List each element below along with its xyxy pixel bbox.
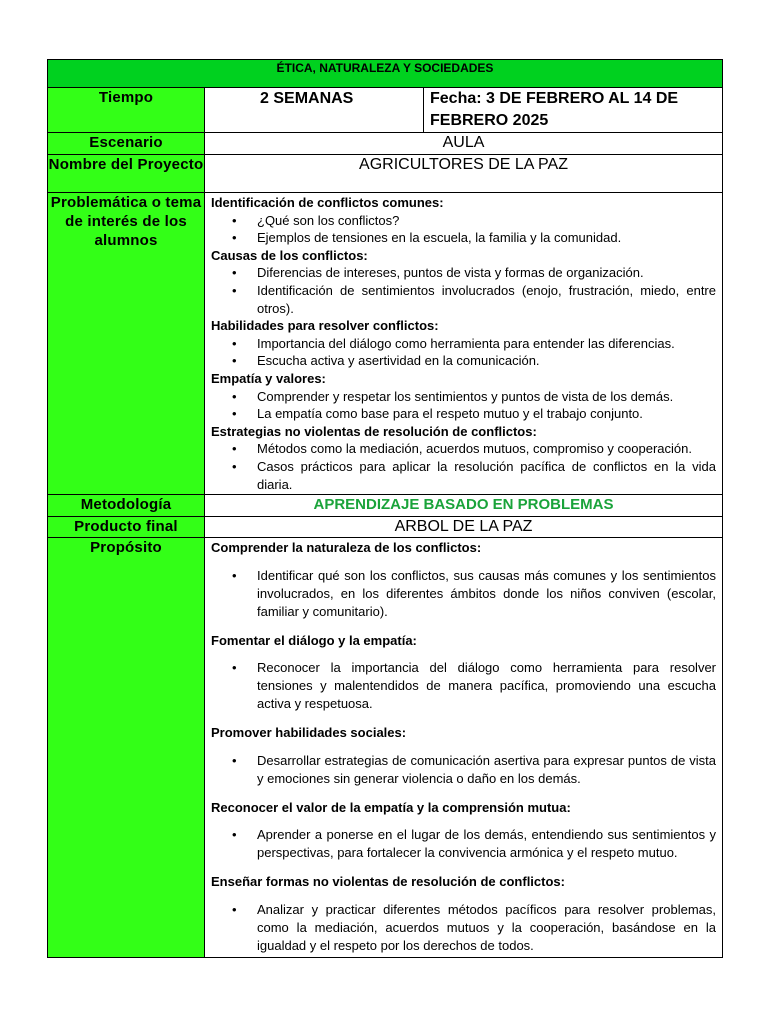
subject-title: ÉTICA, NATURALEZA Y SOCIEDADES — [48, 60, 723, 88]
bullet-list — [211, 659, 716, 713]
proyecto-row — [48, 155, 723, 193]
header-row — [48, 60, 723, 88]
list-item: • ¿Qué son los conflictos? — [257, 212, 716, 230]
proposito-label: Propósito — [48, 538, 205, 958]
proyecto-label: Nombre del Proyecto — [48, 155, 205, 193]
list-item: • Identificar qué son los conflictos, sus causas más comunes y los sentimientos involucrados, en los diferentes ámbitos donde los niños conviven (escolar, familiar y comunitario). — [257, 567, 716, 621]
proposito-section — [211, 873, 716, 955]
escenario-row — [48, 133, 723, 155]
section-heading: Fomentar el diálogo y la empatía: — [211, 632, 417, 648]
bullet-list — [211, 567, 716, 621]
list-item: • Reconocer la importancia del diálogo como herramienta para resolver tensiones y malentendidos de manera pacífica, promoviendo una escucha activa y respetuosa. — [257, 659, 716, 713]
planning-table — [47, 59, 723, 958]
tiempo-label: Tiempo — [48, 88, 205, 133]
list-item: • Aprender a ponerse en el lugar de los demás, entendiendo sus sentimientos y perspectivas, para fortalecer la convivencia armónica y el respeto mutuo. — [257, 826, 716, 862]
tiempo-value: 2 SEMANAS — [205, 88, 424, 133]
section-heading: Habilidades para resolver conflictos: — [211, 318, 439, 334]
section-heading: Identificación de conflictos comunes: — [211, 195, 444, 210]
escenario-label: Escenario — [48, 133, 205, 155]
problematica-section — [211, 194, 716, 247]
metodologia-value: APRENDIZAJE BASADO EN PROBLEMAS — [205, 495, 723, 517]
list-item: • Desarrollar estrategias de comunicación asertiva para expresar puntos de vista y emociones sin generar violencia o daño en los demás. — [257, 752, 716, 788]
bullet-list — [211, 264, 716, 317]
metodologia-label: Metodología — [48, 495, 205, 517]
proposito-row — [48, 538, 723, 958]
list-item: • Escucha activa y asertividad en la comunicación. — [257, 352, 716, 370]
producto-row — [48, 517, 723, 538]
bullet-list — [211, 901, 716, 955]
planning-sheet — [47, 59, 722, 958]
section-heading: Causas de los conflictos: — [211, 247, 368, 263]
bullet-list — [211, 826, 716, 862]
section-heading: Reconocer el valor de la empatía y la comprensión mutua: — [211, 799, 571, 815]
bullet-list — [211, 440, 716, 493]
producto-label: Producto final — [48, 517, 205, 538]
list-item: • Diferencias de intereses, puntos de vista y formas de organización. — [257, 264, 716, 282]
problematica-section — [211, 423, 716, 493]
escenario-value: AULA — [205, 133, 723, 155]
list-item: • Ejemplos de tensiones en la escuela, la familia y la comunidad. — [257, 229, 716, 247]
section-heading: Promover habilidades sociales: — [211, 725, 407, 741]
proposito-section — [211, 724, 716, 788]
list-item: • Métodos como la mediación, acuerdos mutuos, compromiso y cooperación. — [257, 440, 716, 458]
section-heading: Estrategias no violentas de resolución de conflictos: — [211, 423, 537, 439]
tiempo-row — [48, 88, 723, 133]
bullet-list — [211, 212, 716, 247]
problematica-section — [211, 317, 716, 370]
producto-value: ARBOL DE LA PAZ — [205, 517, 723, 538]
bullet-list — [211, 388, 716, 423]
problematica-section — [211, 370, 716, 423]
proyecto-value: AGRICULTORES DE LA PAZ — [205, 155, 723, 193]
problematica-label: Problemática o tema de interés de los alumnos — [48, 193, 205, 495]
section-heading: Empatía y valores: — [211, 370, 326, 386]
problematica-section — [211, 247, 716, 317]
section-heading: Comprender la naturaleza de los conflictos: — [211, 540, 482, 556]
problematica-row — [48, 193, 723, 495]
bullet-list — [211, 752, 716, 788]
proposito-section — [211, 539, 716, 621]
list-item: • Comprender y respetar los sentimientos y puntos de vista de los demás. — [257, 388, 716, 406]
list-item: • La empatía como base para el respeto mutuo y el trabajo conjunto. — [257, 405, 716, 423]
bullet-list — [211, 335, 716, 370]
problematica-content — [205, 193, 723, 495]
fecha-value: Fecha: 3 DE FEBRERO AL 14 DE FEBRERO 2025 — [424, 88, 723, 133]
list-item: • Analizar y practicar diferentes métodos pacíficos para resolver problemas, como la mediación, acuerdos mutuos y la cooperación, basándose en la igualdad y el respeto por los derechos de todos. — [257, 901, 716, 955]
list-item: • Identificación de sentimientos involucrados (enojo, frustración, miedo, entre otros). — [257, 282, 716, 317]
proposito-section — [211, 799, 716, 863]
list-item: • Importancia del diálogo como herramienta para entender las diferencias. — [257, 335, 716, 353]
section-heading: Enseñar formas no violentas de resolución de conflictos: — [211, 874, 565, 890]
list-item: • Casos prácticos para aplicar la resolución pacífica de conflictos en la vida diaria. — [257, 458, 716, 493]
proposito-content — [205, 538, 723, 958]
metodologia-row — [48, 495, 723, 517]
proposito-section — [211, 632, 716, 714]
